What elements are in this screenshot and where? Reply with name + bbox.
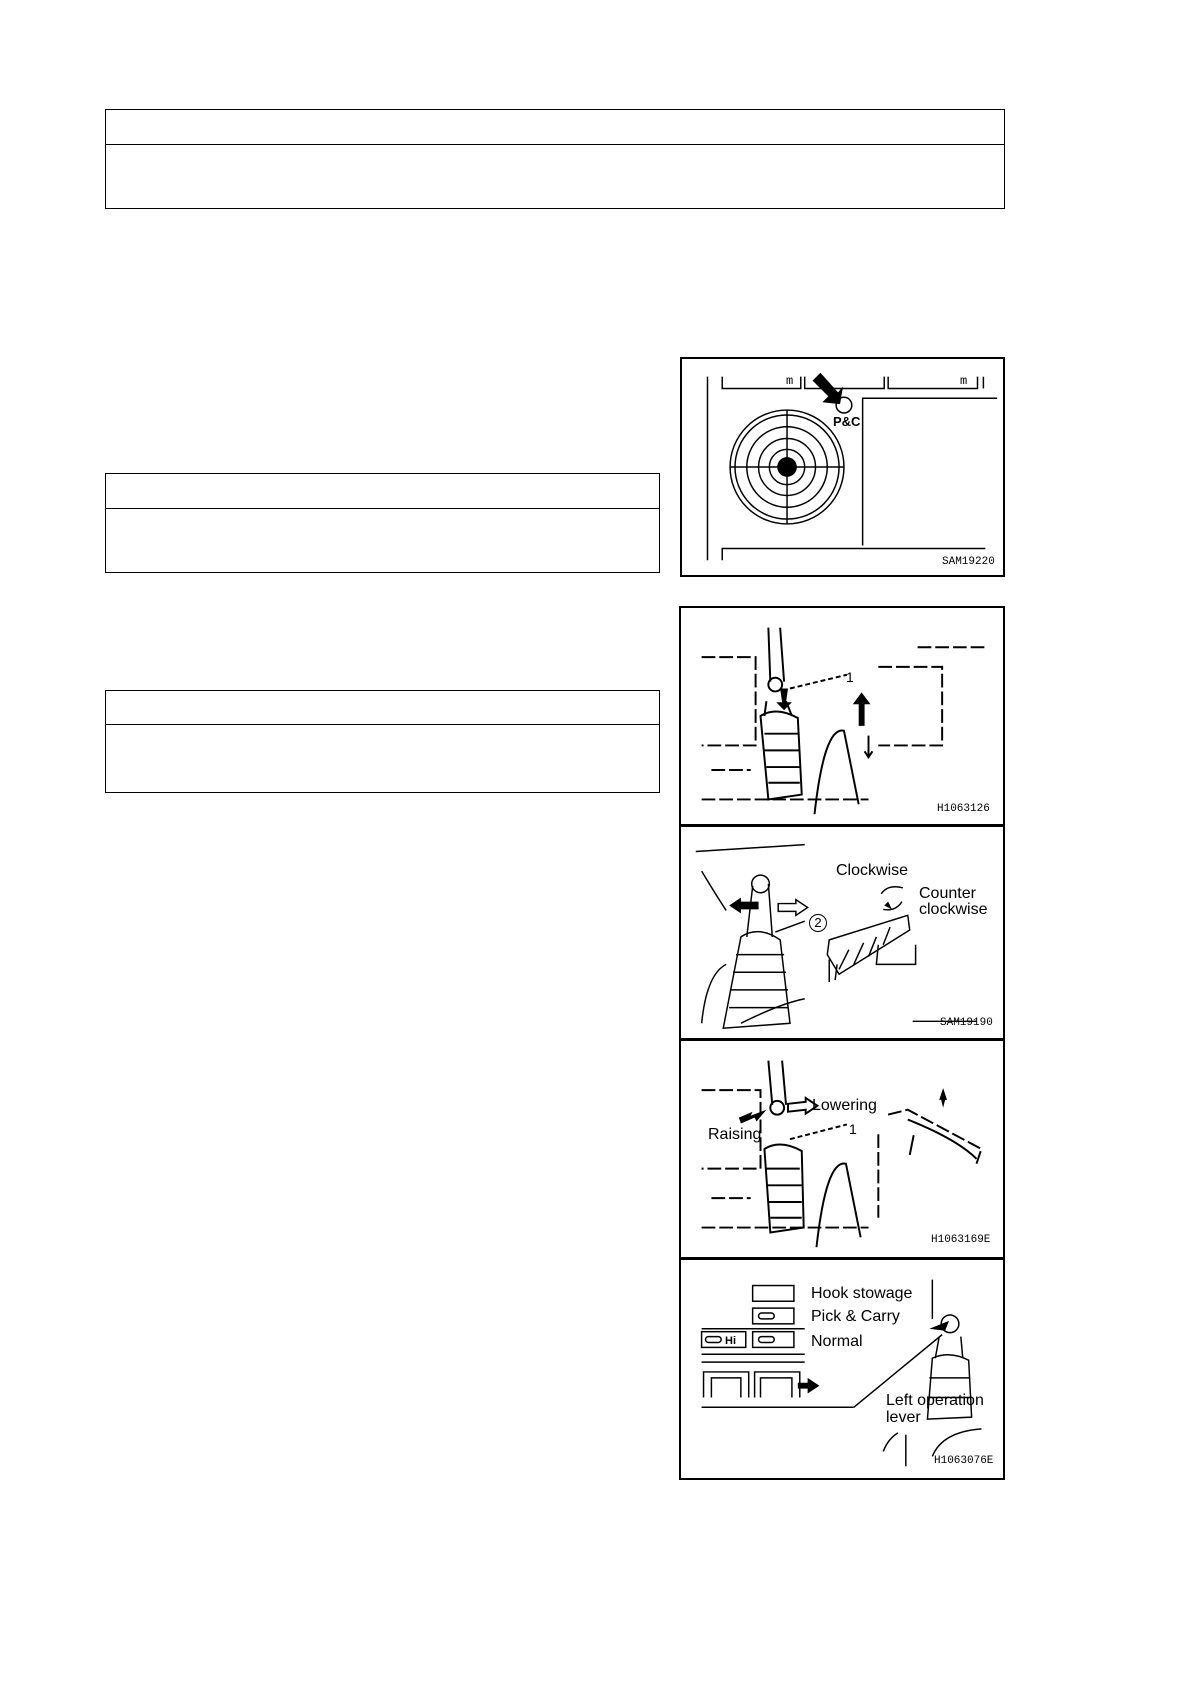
figure-code: H1063126 [937, 803, 990, 815]
counter-clockwise-label-line2: clockwise [919, 901, 988, 918]
figure-code: H1063169E [931, 1234, 991, 1246]
figure-code: H1063076E [934, 1455, 994, 1467]
figure-swing [679, 825, 1005, 1040]
note-box-top [105, 109, 1005, 209]
callout-2: 2 [809, 914, 827, 932]
note-box-lower [105, 690, 660, 793]
figure-boom [679, 1039, 1005, 1259]
left-operation-lever-label-line1: Left operation [886, 1392, 984, 1409]
callout-1: 1 [846, 669, 854, 685]
scale-unit-right: m [960, 374, 968, 388]
figure-code: SAM19190 [940, 1017, 993, 1029]
figure-mode-switch [679, 1258, 1005, 1480]
swing-drawing [681, 827, 1003, 1038]
boom-drawing [681, 1041, 1003, 1257]
pick-carry-label: Pick & Carry [811, 1308, 900, 1325]
left-operation-lever-label-line2: lever [886, 1409, 921, 1426]
figure-lever-position [679, 606, 1005, 826]
scale-unit-left: m [786, 374, 794, 388]
hook-stowage-label: Hook stowage [811, 1285, 913, 1302]
clockwise-label: Clockwise [836, 862, 909, 879]
raising-label: Raising [708, 1126, 762, 1143]
counter-clockwise-label-line1: Counter [919, 885, 976, 902]
figure-gauge [680, 357, 1005, 577]
gauge-drawing [682, 359, 1003, 575]
note-box-middle [105, 473, 660, 573]
lever-drawing [681, 608, 1003, 824]
normal-label: Normal [811, 1333, 863, 1350]
lowering-label: Lowering [812, 1097, 877, 1114]
hi-label: Hi [725, 1335, 736, 1347]
figure-code: SAM19220 [942, 556, 995, 568]
pc-marker-label: P&C [833, 414, 861, 429]
callout-1: 1 [849, 1121, 857, 1137]
